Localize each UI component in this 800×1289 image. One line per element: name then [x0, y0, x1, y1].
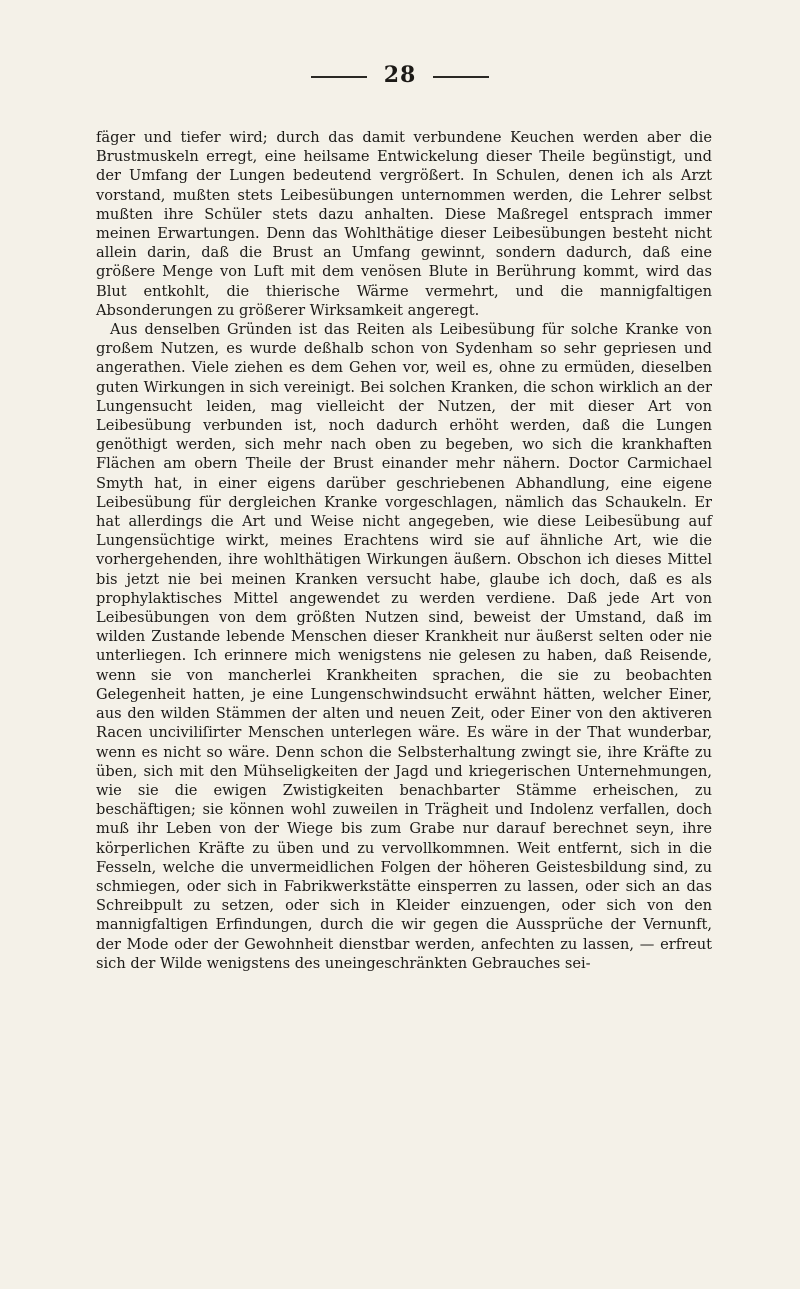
paragraph-2: Aus denselben Gründen ist das Reiten als Leibesübung für solche Kranke von großem Nutzen, es wurde deßhalb schon von Sydenham so sehr gepriesen und angerathen. Viele ziehen es dem Gehen vor, weil es, ohne zu ermüden, dieselben guten Wirkungen in sich vereinigt. Bei solchen Kranken, die schon wirklich an der Lungensucht leiden, mag vielleicht der Nutzen, der mit dieser Art von Leibesübung verbunden ist, noch dadurch erhöht werden, daß die Lungen genöthigt werden, sich mehr nach oben zu begeben, wo sich die krankhaften Flächen am obern Theile der Brust einander mehr nähern. Doctor Carmichael Smyth hat, in einer eigens darüber geschriebenen Abhandlung, eine eigene Leibesübung für dergleichen Kranke vorgeschlagen, nämlich das Schaukeln. Er hat allerdings die Art und Weise nicht angegeben, wie diese Leibesübung auf Lungensüchtige wirkt, meines Erachtens wird sie auf ähnliche Art, wie die vorhergehenden, ihre wohlthätigen Wirkungen äußern. Obschon ich dieses Mittel bis jetzt nie bei meinen Kranken versucht habe, glaube ich doch, daß es als prophylaktisches Mittel angewendet zu werden verdiene. Daß jede Art von Leibesübungen von dem größten Nutzen sind, beweist der Umstand, daß im wilden Zustande lebende Menschen dieser Krankheit nur äußerst selten oder nie unterliegen. Ich erinnere mich wenigstens nie gelesen zu haben, daß Reisende, wenn sie von mancherlei Krankheiten sprachen, die sie zu beobachten Gelegenheit hatten, je eine Lungenschwindsucht erwähnt hätten, welcher Einer, aus den wilden Stämmen der alten und neuen Zeit, oder Einer von den aktiveren Racen unciviliſirter Menschen unterlegen wäre. Es wäre in der That wunderbar, wenn es nicht so wäre. Denn schon die Selbsterhaltung zwingt sie, ihre Kräfte zu üben, sich mit den Mühseligkeiten der Jagd und kriegerischen Unternehmungen, wie sie die ewigen Zwistigkeiten benachbarter Stämme erheischen, zu beschäftigen; sie können wohl zuweilen in Trägheit und Indolenz verfallen, doch muß ihr Leben von der Wiege bis zum Grabe nur darauf berechnet seyn, ihre körperlichen Kräfte zu üben und zu vervollkommnen. Weit entfernt, sich in die Fesseln, welche die unvermeidlichen Folgen der höheren Geistesbildung sind, zu schmiegen, oder sich in Fabrikwerkstätte einsperren zu lassen, oder sich an das Schreibpult zu setzen, oder sich in Kleider einzuengen, oder sich von den mannigfaltigen Erfindungen, durch die wir gegen die Aussprüche der Vernunft, der Mode oder der Gewohnheit dienstbar werden, anfechten zu lassen, — erfreut sich der Wilde wenigstens des uneingeschränkten Gebrauches sei- — [96, 321, 712, 972]
header-rule-left — [311, 76, 367, 78]
header-rule-right — [433, 76, 489, 78]
body-text — [96, 128, 712, 973]
page-header — [0, 62, 800, 92]
paragraph-1: fäger und tiefer wird; durch das damit verbundene Keuchen werden aber die Brustmuskeln erregt, eine heilsame Entwickelung dieser Theile begünstigt, und der Umfang der Lungen bedeutend vergrößert. In Schulen, denen ich als Arzt vorstand, mußten stets Leibesübungen unternommen werden, die Lehrer selbst mußten ihre Schüler stets dazu anhalten. Diese Maßregel entsprach immer meinen Erwartungen. Denn das Wohlthätige dieser Leibesübungen besteht nicht allein darin, daß die Brust an Umfang gewinnt, sondern dadurch, daß eine größere Menge von Luft mit dem venösen Blute in Berührung kommt, wird das Blut entkohlt, die thierische Wärme vermehrt, und die mannigfaltigen Absonderungen zu größerer Wirksamkeit angeregt. — [96, 129, 712, 319]
page-number: 28 — [383, 62, 417, 88]
